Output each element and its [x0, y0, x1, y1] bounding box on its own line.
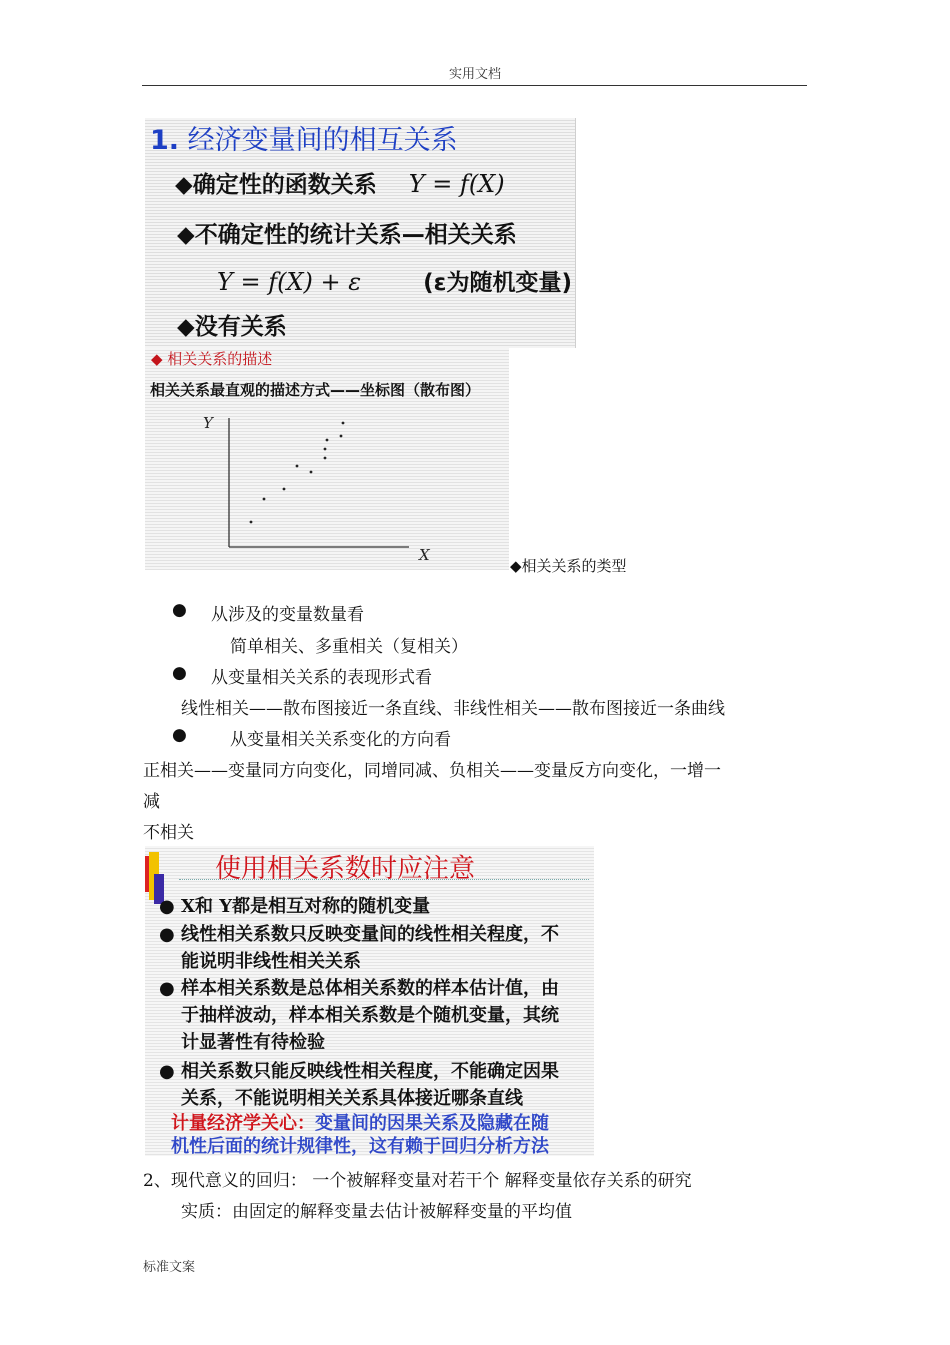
type-by-form-detail: 线性相关——散布图接近一条直线、非线性相关——散布图接近一条曲线 [181, 699, 725, 719]
slide1-title-text: 经济变量间的相互关系 [187, 125, 458, 156]
slide1-item-none: ◆没有关系 [177, 314, 287, 340]
scatter-point [296, 465, 299, 468]
x-axis-label: X [419, 546, 430, 564]
type-by-variable-count-detail: 简单相关、多重相关（复相关） [230, 637, 468, 657]
y-axis-label: Y [203, 414, 213, 432]
caution-item [159, 921, 589, 975]
slide1-item1-formula: Y = f(X) [408, 170, 505, 198]
caution-item [159, 893, 589, 920]
bullet-dot: ● [172, 725, 187, 745]
no-correlation: 不相关 [143, 823, 194, 843]
slide1-item1-label: ◆确定性的函数关系 [175, 172, 377, 198]
caution-text: 线性相关系数只反映变量间的线性相关程度，不 [181, 924, 559, 945]
header-rule [142, 85, 807, 86]
slide2-heading: ◆ 相关关系的描述 [151, 350, 273, 368]
bullet-dot: ● [159, 978, 175, 999]
slide3-footnote-line1: 变量间的因果关系及隐藏在随 [315, 1113, 549, 1134]
slide1-formula-row [217, 264, 572, 297]
slide1-item-deterministic [175, 166, 505, 199]
caution-item [159, 975, 589, 1056]
page-header: 实用文档 [448, 67, 501, 82]
bullet-dot: ● [159, 896, 175, 917]
slide3-footnote [171, 1112, 581, 1158]
scatter-point [326, 439, 329, 442]
slide1-item-statistical: ◆不确定性的统计关系—相关关系 [177, 222, 517, 248]
scatter-point [324, 448, 327, 451]
bullet-dot: ● [172, 600, 187, 620]
type-by-form: 从变量相关关系的表现形式看 [211, 668, 432, 688]
slide1-formula: Y = f(X) + ε [217, 268, 362, 296]
slide1-formula-note: (ε为随机变量) [423, 270, 572, 296]
scatter-point [342, 422, 345, 425]
bullet-dot: ● [172, 663, 187, 683]
slide1-title-number: 1. [150, 125, 180, 156]
scatter-point [324, 457, 327, 460]
scatter-point [250, 521, 253, 524]
slide-correlation-cautions [145, 846, 594, 1156]
bullet-dot: ● [159, 1061, 175, 1082]
modern-regression-definition: 2、现代意义的回归： 一个被解释变量对若干个 解释变量依存关系的研究 [143, 1171, 692, 1191]
caution-text: X和 Y都是相互对称的随机变量 [181, 896, 431, 917]
scatter-point [340, 435, 343, 438]
scatter-point [263, 498, 266, 501]
caution-text: 样本相关系数是总体相关系数的样本估计值，由 [181, 978, 559, 999]
regression-essence: 实质：由固定的解释变量去估计被解释变量的平均值 [181, 1202, 572, 1222]
slide2-subtitle: 相关关系最直观的描述方式——坐标图（散布图） [150, 381, 481, 399]
caution-item [159, 1058, 589, 1112]
caution-text: 计显著性有待检验 [181, 1032, 325, 1053]
caution-text: 相关系数只能反映线性相关程度，不能确定因果 [181, 1061, 559, 1082]
type-by-direction: 从变量相关关系变化的方向看 [230, 730, 451, 750]
scatter-point [283, 488, 286, 491]
slide1-title [150, 118, 458, 157]
type-by-variable-count: 从涉及的变量数量看 [211, 605, 364, 625]
slide-economic-relations [145, 118, 576, 348]
caution-text: 于抽样波动，样本相关系数是个随机变量，其统 [181, 1005, 559, 1026]
type-by-direction-detail-1: 正相关——变量同方向变化，同增同减、负相关——变量反方向变化，一增一 [143, 761, 721, 781]
type-by-direction-detail-2: 减 [143, 792, 160, 812]
caution-text: 关系，不能说明相关关系具体接近哪条直线 [181, 1088, 523, 1109]
slide3-footnote-lead: 计量经济学关心： [171, 1113, 315, 1134]
caution-text: 能说明非线性相关关系 [181, 951, 361, 972]
slide3-footnote-line2: 机性后面的统计规律性，这有赖于回归分析方法 [171, 1136, 549, 1157]
slide3-title-rule [179, 879, 589, 880]
correlation-types-caption: ◆相关关系的类型 [510, 557, 627, 575]
page-footer: 标准文案 [143, 1260, 196, 1275]
scatter-point [310, 471, 313, 474]
scatter-plot [145, 348, 509, 570]
bullet-dot: ● [159, 924, 175, 945]
slide3-title: 使用相关系数时应注意 [215, 854, 476, 884]
slide-scatter-description [145, 348, 509, 570]
